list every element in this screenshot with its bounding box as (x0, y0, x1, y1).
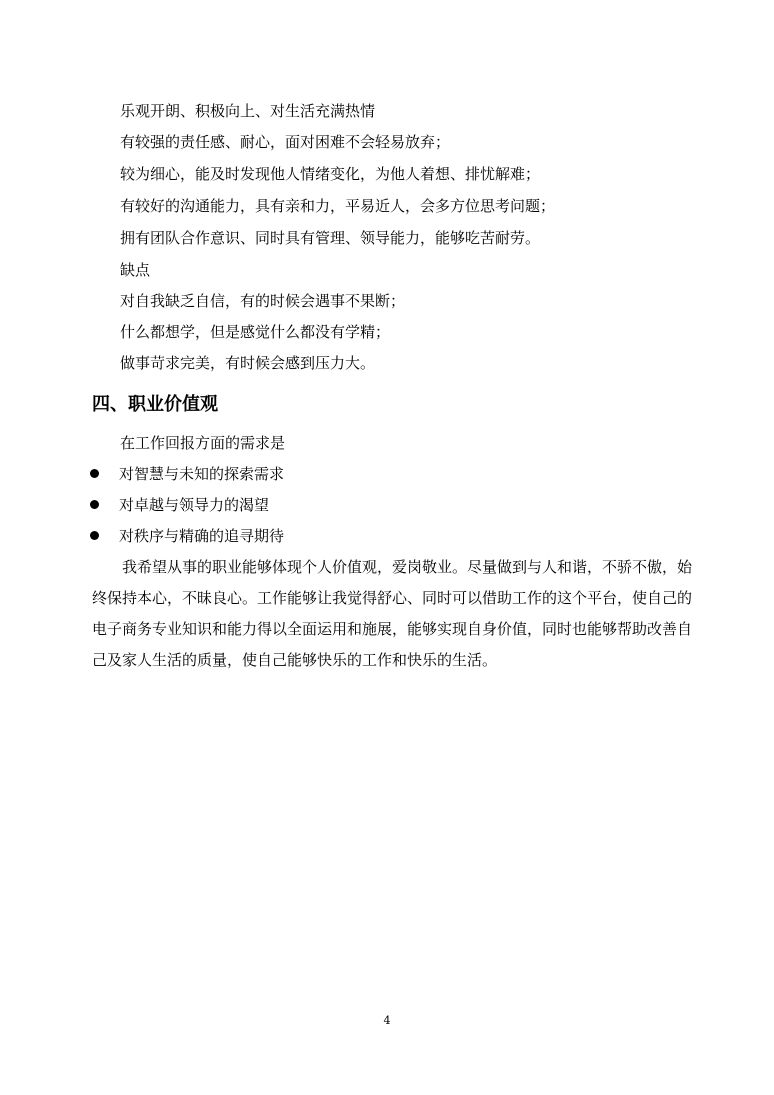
section-body-paragraph: 我希望从事的职业能够体现个人价值观，爱岗敬业。尽量做到与人和谐，不骄不傲，始终保持本心，不昧良心。工作能够让我觉得舒心、同时可以借助工作的这个平台，使自己的电子商务专业知识和能力得以全面运用和施展，能够实现自身价值，同时也能够帮助改善自己及家人生活的质量，使自己能够快乐的工作和快乐的生活。 (92, 558, 693, 669)
section-heading: 四、职业价值观 (92, 394, 218, 415)
strength-line-4: 有较好的沟通能力，具有亲和力，平易近人，会多方位思考问题； (120, 197, 556, 215)
weakness-line-3: 做事苛求完美，有时候会感到压力大。 (120, 354, 376, 372)
strength-line-5: 拥有团队合作意识、同时具有管理、领导能力，能够吃苦耐劳。 (120, 229, 541, 247)
section-intro: 在工作回报方面的需求是 (120, 434, 286, 452)
bullet-text: 对卓越与领导力的渴望 (119, 496, 270, 514)
weakness-line-2: 什么都想学，但是感觉什么都没有学精； (120, 323, 391, 341)
strength-line-2: 有较强的责任感、耐心，面对困难不会轻易放弃； (120, 133, 451, 151)
bullet-text: 对智慧与未知的探索需求 (119, 465, 285, 483)
page-number: 4 (383, 1014, 391, 1027)
bullet-dot-icon (90, 500, 99, 509)
weakness-line-1: 对自我缺乏自信，有的时候会遇事不果断； (120, 292, 406, 310)
weakness-title: 缺点 (120, 261, 151, 279)
strength-line-1: 乐观开朗、积极向上、对生活充满热情 (120, 102, 376, 120)
bullet-dot-icon (90, 531, 99, 540)
bullet-text: 对秩序与精确的追寻期待 (119, 527, 285, 545)
bullet-item-3 (90, 526, 284, 546)
bullet-dot-icon (90, 469, 99, 478)
strength-line-3: 较为细心，能及时发现他人情绪变化，为他人着想、排忧解难； (120, 165, 541, 183)
bullet-item-1 (90, 464, 284, 484)
bullet-item-2 (90, 495, 269, 515)
